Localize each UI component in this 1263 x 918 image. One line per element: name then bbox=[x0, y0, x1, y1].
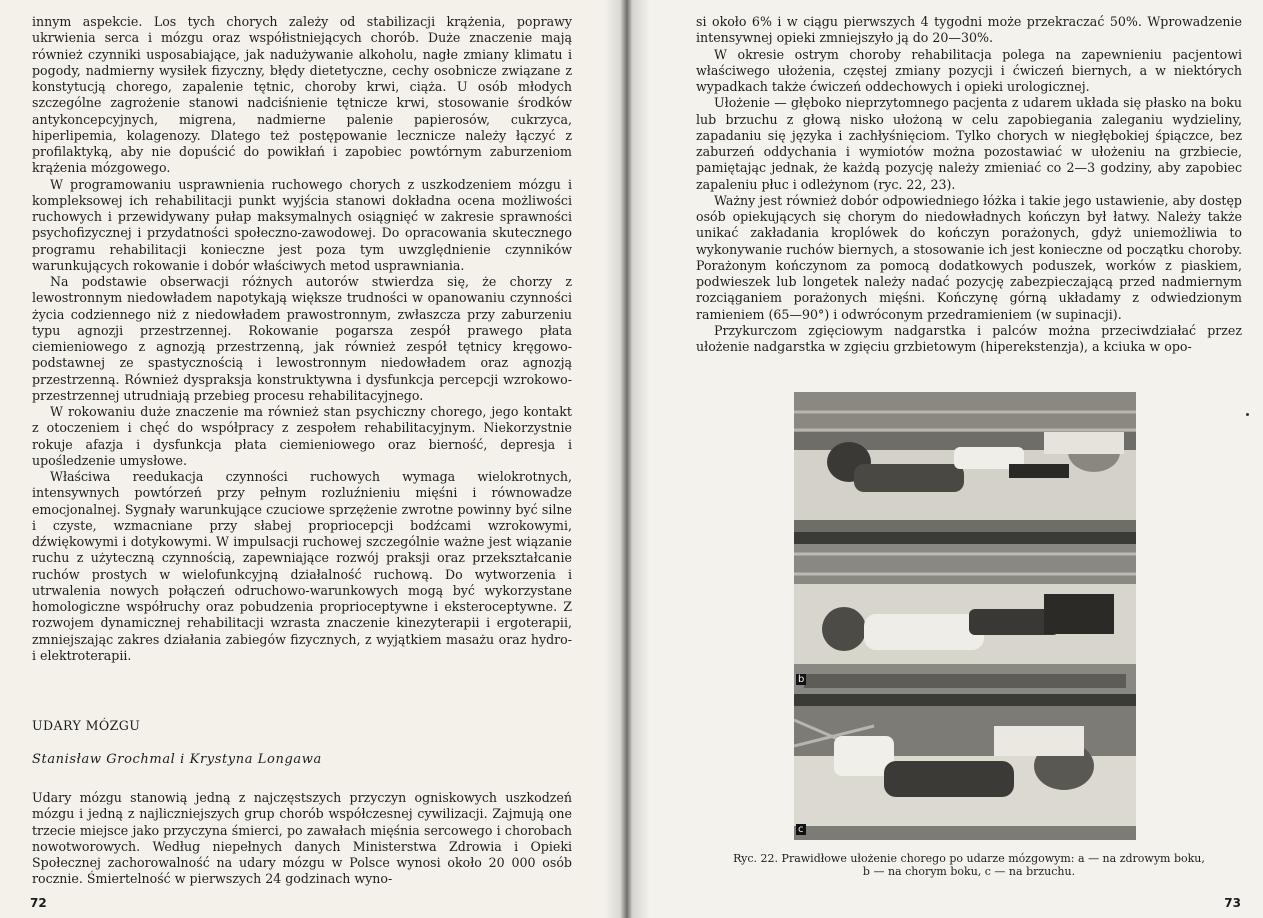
paragraph: W programowaniu usprawnienia ruchowego chorych z uszkodzeniem mózgu i kompleksowej ich rehabilitacji punkt wyjścia stanowi dokładna ocena możliwości ruchowych i przewidywany pułap maksymalnych osiągnięć w zakresie sprawności psychofizycznej i przydatności społeczno-zawodowej. Do opracowania skutecznego programu rehabilitacji konieczne jest poza tym uwzględnienie czynników warunkujących rokowanie i dobór właściwych metod usprawniania. bbox=[32, 176, 572, 273]
paragraph: W okresie ostrym choroby rehabilitacja polega na zapewnieniu pacjentowi właściwego ułożenia, częstej zmiany pozycji i ćwiczeń biernych, a w niektórych wypadkach także ćwiczeń oddechowych i opieki urologicznej. bbox=[696, 46, 1242, 94]
figure-caption bbox=[696, 852, 1242, 878]
photo-c bbox=[794, 706, 1136, 840]
left-main-text bbox=[32, 14, 572, 664]
photo-a bbox=[794, 392, 1136, 532]
paragraph: Ułożenie — głęboko nieprzytomnego pacjenta z udarem układa się płasko na boku lub brzuchu z głową nisko ułożoną w celu zapobiegania zaleganiu wydzieliny, zapadaniu się języka i zachłyśnięciom. Tylko chorych w niegłębokiej śpiączce, bez zaburzeń oddychania i wymiotów można pozostawiać w ułożeniu na grzbiecie, pamiętając jednak, że każdą pozycję należy zmieniać co 2—3 godziny, aby zapobiec zapaleniu płuc i odleżynom (ryc. 22, 23). bbox=[696, 95, 1242, 192]
left-page bbox=[0, 0, 622, 918]
page-number: 73 bbox=[1224, 896, 1241, 910]
caption-line-1: Ryc. 22. Prawidłowe ułożenie chorego po udarze mózgowym: a — na zdrowym boku, bbox=[733, 852, 1205, 865]
right-page bbox=[622, 0, 1263, 918]
section-heading: UDARY MÓZGU bbox=[32, 718, 141, 733]
photo-label-c: c bbox=[798, 824, 804, 835]
page-number: 72 bbox=[30, 896, 47, 910]
photo-b bbox=[794, 544, 1136, 694]
paragraph: Udary mózgu stanowią jedną z najczęstszych przyczyn ogniskowych uszkodzeń mózgu i jedną z najliczniejszych grup chorób współczesnej cywilizacji. Zajmują one trzecie miejsce jako przyczyna śmierci, po zawałach mięśnia sercowego i chorobach nowotworowych. Według niepełnych danych Ministerstwa Zdrowia i Opieki Społecznej zachorowalność na udary mózgu w Polsce wynosi około 20 000 osób rocznie. Śmiertelność w pierwszych 24 godzinach wyno- bbox=[32, 790, 572, 887]
photo-label-b: b bbox=[798, 674, 805, 685]
caption-line-2: b — na chorym boku, c — na brzuchu. bbox=[862, 865, 1076, 878]
speck bbox=[1246, 413, 1249, 416]
paragraph: innym aspekcie. Los tych chorych zależy od stabilizacji krążenia, poprawy ukrwienia serca i mózgu oraz współistniejących chorób. Duże znaczenie mają również czynniki usposabiające, jak nadużywanie alkoholu, nagłe zmiany klimatu i pogody, nadmierny wysiłek fizyczny, błędy dietetyczne, cechy osobnicze związane z konstytucją chorego, zapalenie tętnic, choroby krwi, ciąża. U osób młodych szczególne zagrożenie stanowi nadciśnienie tętnicze krwi, stosowanie środków antykoncepcyjnych, migrena, nadmierne palenie papierosów, cukrzyca, hiperlipemia, kolagenozy. Dlatego też postępowanie lecznicze należy łączyć z profilaktyką, aby nie dopuścić do powikłań i zapobiec powtórnym zaburzeniom krążenia mózgowego. bbox=[32, 14, 572, 176]
paragraph: Właściwa reedukacja czynności ruchowych wymaga wielokrotnych, intensywnych powtórzeń przy pełnym rozluźnieniu mięśni i równowadze emocjonalnej. Sygnały warunkujące czuciowe sprzężenie zwrotne powinny być silne i czyste, wzmacniane przy słabej propriocepcji bodźcami wzrokowymi, dźwiękowymi i dotykowymi. W impulsacji ruchowej szczególnie ważne jest wiązanie ruchu z użyteczną czynnością, zapewniające rozwój praksji oraz przekształcanie ruchów prostych w wielofunkcyjną działalność ruchową. Do wytworzenia i utrwalenia nowych połączeń odruchowo-warunkowych mogą być wykorzystane homologiczne współruchy oraz pobudzenia proprioceptywne i eksteroceptywne. Z rozwojem dynamicznej rehabilitacji wzrasta znaczenie kinezyterapii i ergoterapii, zmniejszając zakres działania zabiegów fizycznych, z wyjątkiem masażu oraz hydro- i elektroterapii. bbox=[32, 469, 572, 663]
paragraph: Ważny jest również dobór odpowiedniego łóżka i takie jego ustawienie, aby dostęp osób opiekujących się chorym do niedowładnych kończyn był łatwy. Należy także unikać zakładania kroplówek do kończyn porażonych, gdyż uniemożliwia to wykonywanie ruchów biernych, a stosowanie ich jest konieczne od początku choroby. Porażonym kończynom za pomocą dodatkowych poduszek, worków z piaskiem, podwieszek lub longetek należy nadać pozycję zabezpieczającą przed nadmiernym rozciąganiem porażonych mięśni. Kończynę górną układamy z odwiedzionym ramieniem (65—90°) i odwróconym przedramieniem (w supinacji). bbox=[696, 192, 1242, 322]
paragraph: Na podstawie obserwacji różnych autorów stwierdza się, że chorzy z lewostronnym niedowładem napotykają większe trudności w opanowaniu czynności życia codziennego niż z niedowładem prawostronnym, zwłaszcza przy zaburzeniu typu agnozji przestrzennej. Rokowanie pogarsza zespół prawego płata ciemieniowego z agnozją przestrzenną, jak również zespół tętnicy kręgowo-podstawnej ze spastycznością i lewostronnym niedowładem oraz agnozją przestrzenną. Również dyspraksja konstruktywna i dysfunkcja percepcji wzrokowo-przestrzennej utrudniają przebieg procesu rehabilitacyjnego. bbox=[32, 274, 572, 403]
section-authors: Stanisław Grochmal i Krystyna Longawa bbox=[32, 752, 322, 767]
paragraph: Przykurczom zgięciowym nadgarstka i palców można przeciwdziałać przez ułożenie nadgarstka w zgięciu grzbietowym (hiperekstenzja), a kciuka w opo- bbox=[696, 322, 1242, 354]
figure-photos bbox=[794, 392, 1136, 840]
right-main-text bbox=[696, 14, 1242, 355]
photo-a-image bbox=[794, 392, 1136, 532]
photo-c-image bbox=[794, 706, 1136, 840]
paragraph: W rokowaniu duże znaczenie ma również stan psychiczny chorego, jego kontakt z otoczeniem i chęć do współpracy z zespołem rehabilitacyjnym. Niekorzystnie rokuje afazja i dysfunkcja płata ciemieniowego oraz bierność, depresja i upośledzenie umysłowe. bbox=[32, 404, 572, 468]
section-text bbox=[32, 790, 572, 888]
paragraph: si około 6% i w ciągu pierwszych 4 tygodni może przekraczać 50%. Wprowadzenie intensywnej opieki zmniejszyło ją do 20—30%. bbox=[696, 14, 1242, 46]
photo-b-image bbox=[794, 544, 1136, 694]
